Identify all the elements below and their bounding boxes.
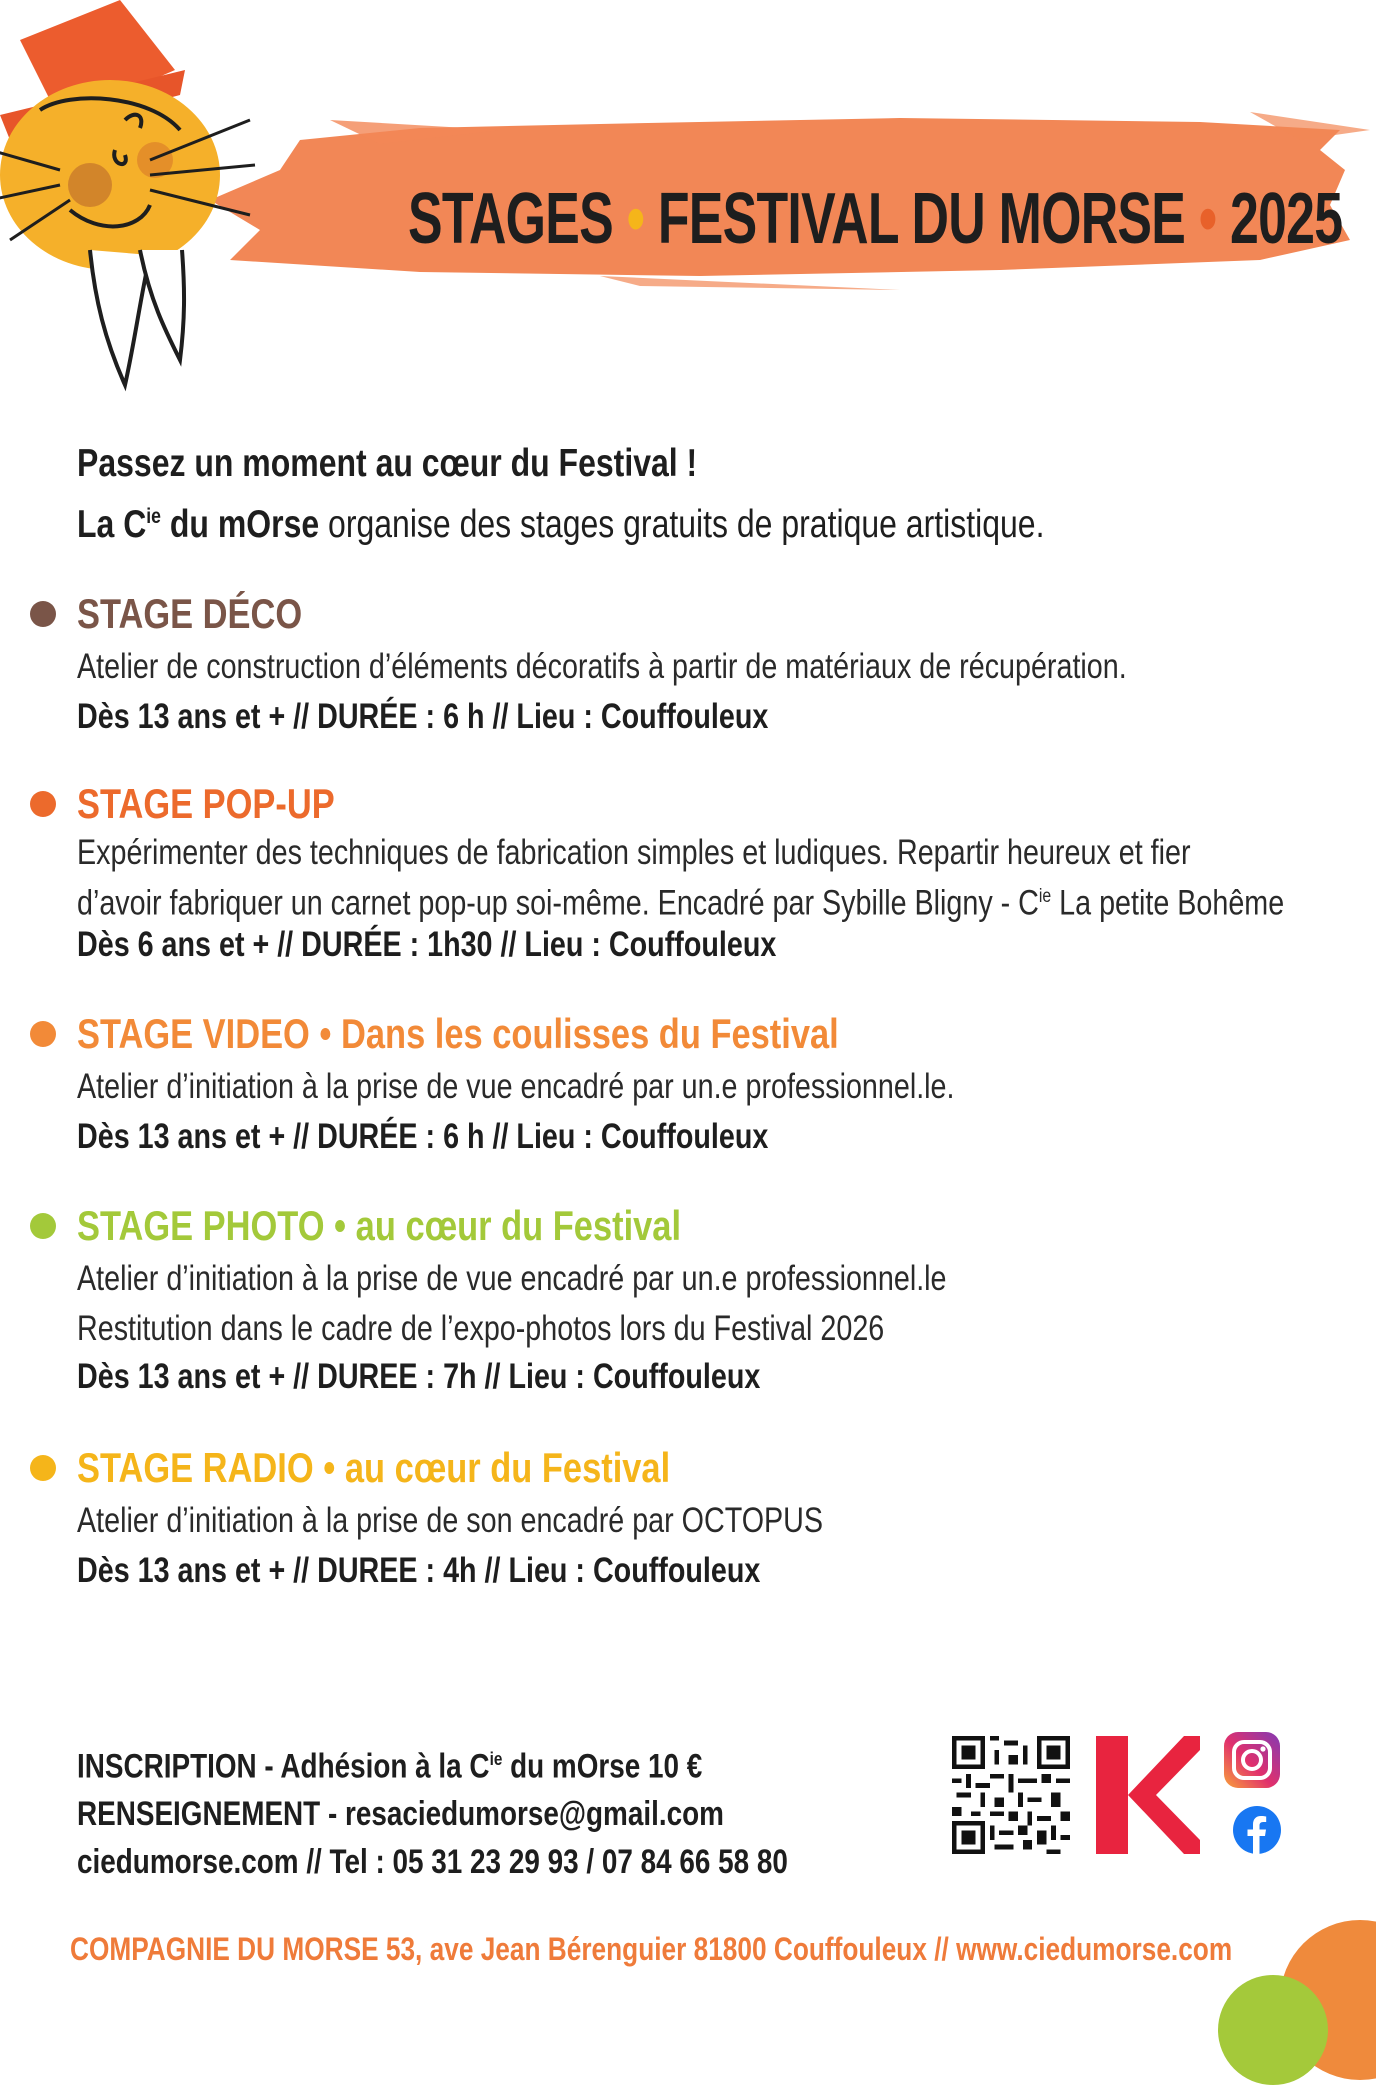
instagram-icon[interactable] <box>1222 1730 1282 1790</box>
stage-popup-info: Dès 6 ans et + // DURÉE : 1h30 // Lieu : Couffouleux <box>77 925 777 964</box>
walrus-mascot <box>0 0 280 400</box>
stage-photo-description-2: Restitution dans le cadre de l’expo-photos lors du Festival 2026 <box>77 1309 885 1348</box>
title-separator-yellow: • <box>626 179 645 259</box>
facebook-icon[interactable] <box>1232 1805 1282 1855</box>
intro-headline: Passez un moment au cœur du Festival ! <box>77 442 698 485</box>
stage-video-description: Atelier d’initiation à la prise de vue encadré par un.e professionnel.le. <box>77 1067 955 1106</box>
renseignement-line: RENSEIGNEMENT - resaciedumorse@gmail.com <box>77 1795 724 1834</box>
page-title <box>408 178 1342 260</box>
stage-video-title: STAGE VIDEO • Dans les coulisses du Festival <box>77 1010 839 1057</box>
stage-deco-info: Dès 13 ans et + // DURÉE : 6 h // Lieu : Couffouleux <box>77 697 769 736</box>
qr-code-icon[interactable] <box>952 1736 1070 1854</box>
stage-photo-description-1: Atelier d’initiation à la prise de vue encadré par un.e professionnel.le <box>77 1259 947 1298</box>
stage-deco-title: STAGE DÉCO <box>77 590 303 637</box>
stage-deco-description: Atelier de construction d’éléments décoratifs à partir de matériaux de récupération. <box>77 647 1127 686</box>
stage-video-info: Dès 13 ans et + // DURÉE : 6 h // Lieu : Couffouleux <box>77 1117 769 1156</box>
k-logo-icon[interactable] <box>1096 1736 1200 1854</box>
footer-address <box>70 1925 1376 1973</box>
intro-sentence: La $C^{ie}$ du mOrse organise des stages gratuits de pratique artistique. <box>77 503 1045 546</box>
stage-photo-title: STAGE PHOTO • au cœur du Festival <box>77 1202 682 1249</box>
stage-radio-title: STAGE RADIO • au cœur du Festival <box>77 1444 671 1491</box>
website-phone-line: ciedumorse.com // Tel : 05 31 23 29 93 / 07 84 66 58 80 <box>77 1843 788 1882</box>
stage-radio-info: Dès 13 ans et + // DUREE : 4h // Lieu : Couffouleux <box>77 1551 761 1590</box>
bullet-green-icon <box>30 1213 56 1239</box>
stage-photo-info: Dès 13 ans et + // DUREE : 7h // Lieu : Couffouleux <box>77 1357 761 1396</box>
stage-popup-description-1: Expérimenter des techniques de fabrication simples et ludiques. Repartir heureux et fier <box>77 833 1191 872</box>
title-year: 2025 <box>1229 179 1343 259</box>
intro-block <box>77 438 1257 551</box>
title-festival: FESTIVAL DU MORSE <box>657 179 1186 259</box>
bullet-brown-icon <box>30 601 56 627</box>
stage-radio-description: Atelier d’initiation à la prise de son encadré par OCTOPUS <box>77 1501 824 1540</box>
stage-popup-description-2: d’avoir fabriquer un carnet pop-up soi-même. Encadré par Sybille Bligny - $C^{ie}$ La petite Bohême <box>77 883 1285 923</box>
inscription-line: INSCRIPTION - Adhésion à la $C^{ie}$ du mOrse 10 € <box>77 1747 703 1786</box>
bullet-orange-icon <box>30 791 56 817</box>
title-stages: STAGES <box>408 179 613 259</box>
stage-popup-title: STAGE POP-UP <box>77 780 335 827</box>
footer-address-text: COMPAGNIE DU MORSE 53, ave Jean Bérenguier 81800 Couffouleux // www.ciedumorse.com <box>70 1931 1233 1967</box>
bullet-light-orange-icon <box>30 1021 56 1047</box>
bullet-yellow-icon <box>30 1455 56 1481</box>
title-separator-orange: • <box>1198 179 1217 259</box>
decorative-green-circle <box>1218 1975 1328 2085</box>
contact-block <box>77 1735 944 1886</box>
